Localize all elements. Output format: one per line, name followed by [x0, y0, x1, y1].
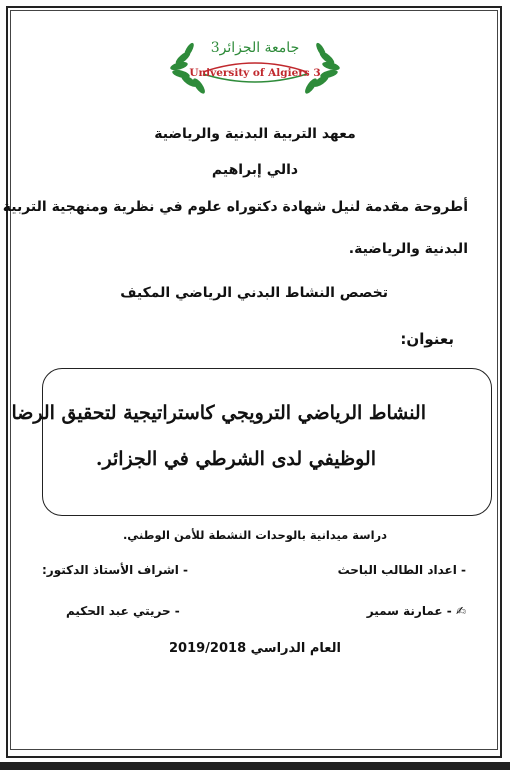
department-name: دالي إبراهيم [211, 162, 299, 178]
specialty: تخصص النشاط البدني الرياضي المكيف [120, 285, 388, 301]
institute-name: معهد التربية البدنية والرياضية [154, 126, 356, 142]
thesis-line-1: أطروحة مقدمة لنيل شهادة دكتوراه علوم في نظرية ومنهجية التربية [2, 199, 468, 215]
supervisor-label: - اشراف الأستاذ الدكتور: [42, 563, 189, 577]
student-name: - عمارنة سمير [366, 604, 452, 618]
bottom-bar [0, 762, 510, 770]
university-logo [165, 28, 345, 98]
title-box [42, 368, 492, 516]
academic-year: العام الدراسي 2019/2018 [169, 641, 341, 656]
student-name-row [367, 604, 466, 618]
logo-arabic-text: جامعة الجزائر3 [210, 40, 300, 56]
student-label: - اعداد الطالب الباحث [337, 563, 466, 577]
title-line-1: النشاط الرياضي الترويجي كاستراتيجية لتحقيق الرضا [11, 402, 426, 424]
thesis-line-2: البدنية والرياضية. [348, 241, 468, 257]
supervisor-name: - حريتي عبد الحكيم [66, 604, 180, 618]
writing-hand-icon: ✍ [455, 604, 466, 618]
title-label: بعنوان: [400, 330, 454, 348]
logo-latin-text: University of Algiers 3 [189, 67, 321, 79]
study-note: دراسة ميدانية بالوحدات النشطة للأمن الوطني. [122, 528, 388, 542]
title-line-2: الوظيفي لدى الشرطي في الجزائر. [95, 448, 376, 470]
